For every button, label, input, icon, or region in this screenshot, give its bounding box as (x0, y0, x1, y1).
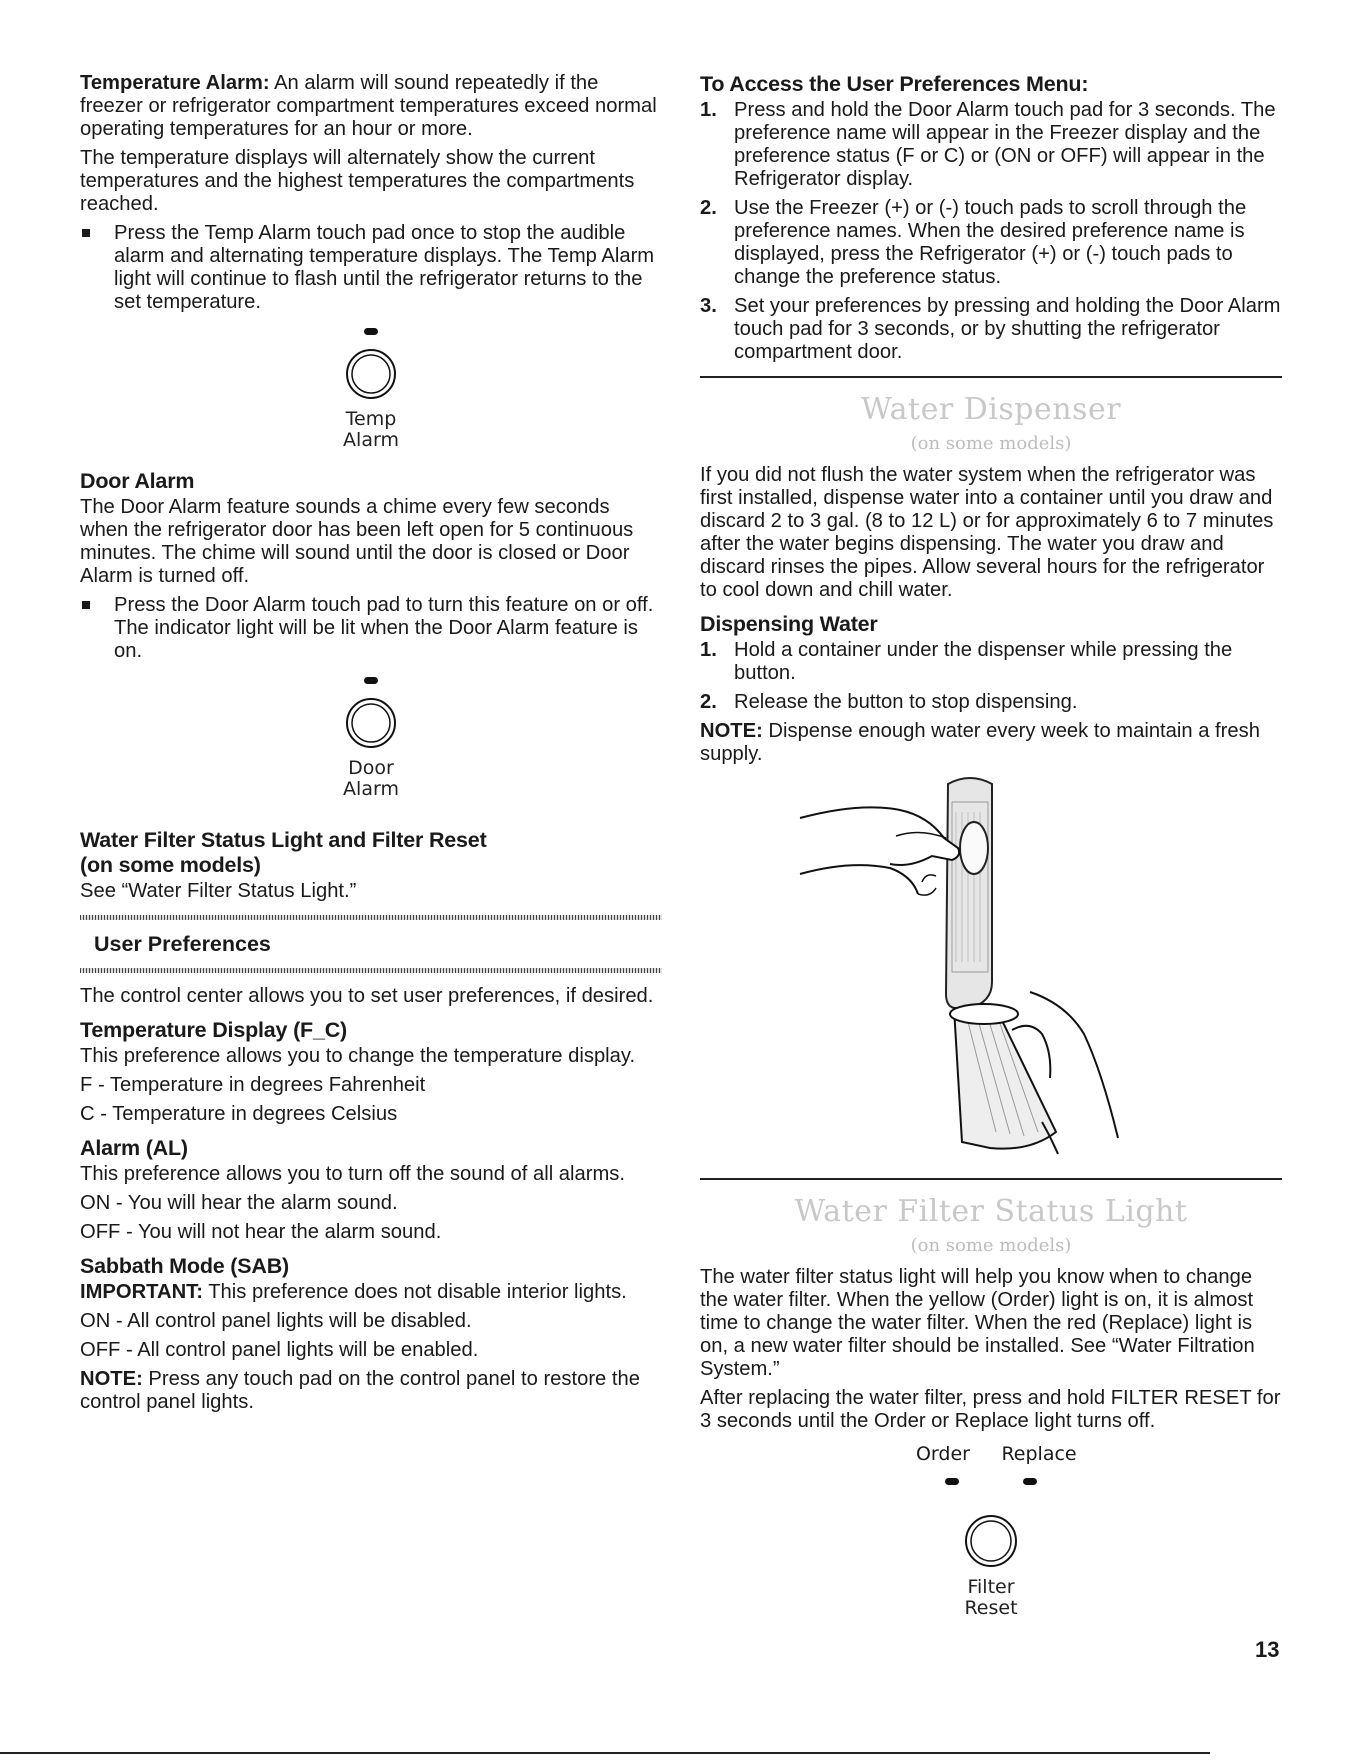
numbered-step (700, 639, 1282, 685)
temperature-display-f: F - Temperature in degrees Fahrenheit (80, 1074, 426, 1096)
temp-alarm-text: An alarm will sound repeatedly if the freezer or refrigerator compartment temperatures exceed normal operating temperatures for an hour or more. (80, 72, 657, 140)
water-dispenser-text: If you did not flush the water system when the refrigerator was first installed, dispense water into a container until you draw and discard 2 to 3 gal. (8 to 12 L) or for approximately 6 to 7 minutes after the water begins dispensing. The water you draw and discard rinses the pipes. Allow several hours for the refrigerator to cool down and chill water. (700, 464, 1274, 601)
note-label: NOTE: (700, 720, 763, 742)
step-text: Use the Freezer (+) or (-) touch pads to scroll through the preference names. When the desired preference name is displayed, press the Refrigerator (+) or (-) touch pads to change the preference status. (734, 197, 1247, 288)
numbered-step (700, 295, 1282, 364)
important-label: IMPORTANT: (80, 1281, 203, 1303)
step-text: Release the button to stop dispensing. (734, 691, 1078, 713)
temp-alarm-label: Temperature Alarm: (80, 72, 270, 94)
water-dispenser-title: Water Dispenser (860, 392, 1122, 427)
note-text: Dispense enough water every week to maintain a fresh supply. (700, 720, 1260, 765)
sabbath-note (80, 1368, 662, 1414)
water-dispenser-subtitle: (on some models) (910, 433, 1072, 454)
page-number: 13 (1255, 1637, 1280, 1662)
user-preferences-title: User Preferences (94, 932, 271, 956)
touch-pad-icon (963, 1513, 1019, 1569)
numbered-step (700, 99, 1282, 191)
alarm-on: ON - You will hear the alarm sound. (80, 1192, 398, 1214)
indicator-light-icon (364, 328, 378, 335)
filter-reset-touchpad (700, 1513, 1282, 1619)
numbered-step (700, 691, 1282, 714)
note-text: Press any touch pad on the control panel to restore the control panel lights. (80, 1368, 640, 1413)
filter-see-reference: See “Water Filter Status Light.” (80, 880, 357, 902)
order-light-label: Order (915, 1443, 970, 1465)
temp-alarm-caption-2: Alarm (343, 429, 399, 451)
step-text: Hold a container under the dispenser while pressing the button. (734, 639, 1233, 684)
door-alarm-text: The Door Alarm feature sounds a chime every few seconds when the refrigerator door has been left open for 5 continuous minutes. The chime will sound until the door is closed or Door Alarm is turned off. (80, 496, 634, 587)
access-preferences-heading: To Access the User Preferences Menu: (700, 72, 1089, 96)
filter-reset-heading: Water Filter Status Light and Filter Reset (80, 828, 487, 852)
door-alarm-caption-2: Alarm (343, 778, 399, 800)
temperature-display-c: C - Temperature in degrees Celsius (80, 1103, 398, 1125)
filter-status-text: The water filter status light will help you know when to change the water filter. When the yellow (Order) light is on, it is almost time to change the water filter. When the red (Replace) light is on, a new water filter should be installed. See “Water Filtration System.” (700, 1266, 1255, 1380)
alarm-text: This preference allows you to turn off the sound of all alarms. (80, 1163, 625, 1185)
left-column (80, 72, 662, 1420)
indicator-light-icon (364, 677, 378, 684)
bullet-icon (82, 601, 90, 609)
user-preferences-banner (80, 915, 662, 973)
alarm-heading: Alarm (AL) (80, 1136, 188, 1160)
sabbath-on: ON - All control panel lights will be disabled. (80, 1310, 472, 1332)
step-number: 2. (700, 691, 717, 713)
filter-status-subtitle: (on some models) (910, 1235, 1072, 1256)
filter-reset-subheading: (on some models) (80, 853, 261, 877)
numbered-step (700, 197, 1282, 289)
bullet-text: Press the Door Alarm touch pad to turn this feature on or off. The indicator light will be lit when the Door Alarm feature is on. (114, 594, 654, 662)
sabbath-important (80, 1281, 662, 1304)
banner-rule (80, 915, 662, 920)
touch-pad-icon (344, 347, 398, 401)
filter-reset-caption-2: Reset (964, 1597, 1018, 1619)
temperature-display-heading: Temperature Display (F_C) (80, 1018, 348, 1042)
step-text: Press and hold the Door Alarm touch pad for 3 seconds. The preference name will appear in the Freezer display and the preference status (F or C) or (ON or OFF) will appear in the Refrigerator display. (734, 99, 1276, 190)
note-label: NOTE: (80, 1368, 143, 1390)
door-alarm-bullet (80, 594, 662, 663)
step-number: 2. (700, 197, 717, 219)
replace-light-icon (1023, 1478, 1037, 1485)
door-alarm-caption-1: Door (348, 757, 394, 779)
bottom-rule (0, 1752, 1210, 1754)
step-number: 1. (700, 99, 717, 121)
bullet-icon (82, 229, 90, 237)
step-number: 3. (700, 295, 717, 317)
user-preferences-intro: The control center allows you to set user preferences, if desired. (80, 985, 654, 1007)
temp-alarm-caption-1: Temp (345, 408, 397, 430)
banner-rule (80, 968, 662, 973)
filter-reset-caption-1: Filter (967, 1576, 1015, 1598)
alarm-off: OFF - You will not hear the alarm sound. (80, 1221, 442, 1243)
dispensing-note (700, 720, 1282, 766)
water-filter-status-section-header (700, 1178, 1282, 1258)
filter-status-title: Water Filter Status Light (794, 1194, 1188, 1229)
order-light-icon (945, 1478, 959, 1485)
temp-alarm-paragraph (80, 72, 662, 141)
step-number: 1. (700, 639, 717, 661)
dispensing-steps-list (700, 639, 1282, 714)
temperature-display-text: This preference allows you to change the temperature display. (80, 1045, 636, 1067)
right-column (700, 72, 1282, 1637)
temp-alarm-touchpad (80, 328, 662, 451)
sabbath-heading: Sabbath Mode (SAB) (80, 1254, 290, 1278)
dispensing-water-heading: Dispensing Water (700, 612, 878, 636)
water-dispenser-section-header (700, 376, 1282, 456)
touch-pad-icon (344, 696, 398, 750)
bullet-text: Press the Temp Alarm touch pad once to stop the audible alarm and alternating temperature displays. The Temp Alarm light will continue to flash until the refrigerator returns to the set temperature. (114, 222, 655, 313)
dispenser-illustration (700, 772, 1282, 1176)
door-alarm-touchpad (80, 677, 662, 800)
access-steps-list (700, 99, 1282, 364)
filter-indicator-lights (700, 1443, 1282, 1491)
replace-light-label: Replace (1001, 1443, 1077, 1465)
step-text: Set your preferences by pressing and holding the Door Alarm touch pad for 3 seconds, or by shutting the refrigerator compartment door. (734, 295, 1281, 363)
sabbath-off: OFF - All control panel lights will be enabled. (80, 1339, 479, 1361)
important-text: This preference does not disable interior lights. (202, 1281, 627, 1303)
door-alarm-heading: Door Alarm (80, 469, 195, 493)
filter-reset-instructions: After replacing the water filter, press and hold FILTER RESET for 3 seconds until the Order or Replace light turns off. (700, 1387, 1281, 1432)
temp-alarm-paragraph-2: The temperature displays will alternately show the current temperatures and the highest temperatures the compartments reached. (80, 147, 635, 215)
temp-alarm-bullet (80, 222, 662, 314)
